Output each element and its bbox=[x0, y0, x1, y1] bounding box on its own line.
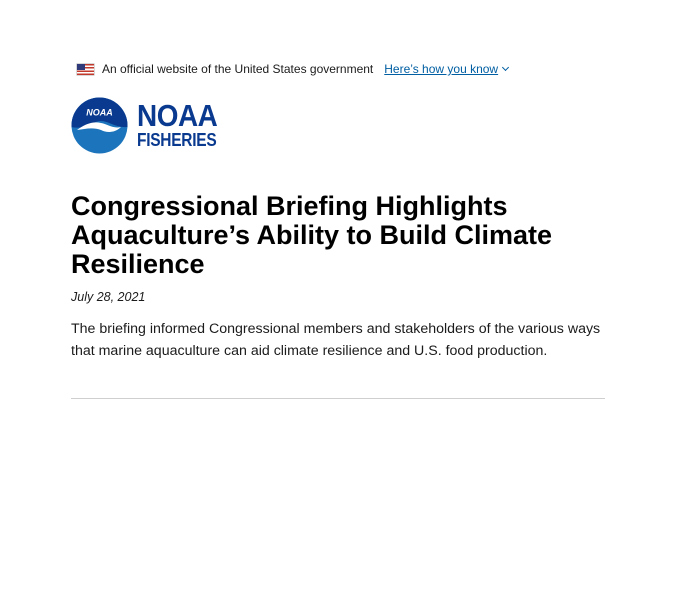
logo-noaa-text: NOAA bbox=[137, 98, 218, 133]
heres-how-you-know-label: Here’s how you know bbox=[384, 62, 499, 76]
article-date: July 28, 2021 bbox=[71, 290, 146, 304]
section-divider bbox=[71, 398, 605, 399]
logo-wordmark bbox=[137, 98, 229, 150]
chevron-down-icon bbox=[502, 64, 509, 71]
heres-how-you-know-link[interactable] bbox=[384, 62, 508, 76]
emblem-text: NOAA bbox=[86, 107, 113, 118]
noaa-emblem-icon bbox=[71, 97, 128, 154]
logo-fisheries-text: FISHERIES bbox=[137, 130, 217, 150]
us-flag-icon bbox=[77, 64, 94, 75]
noaa-fisheries-logo-link[interactable] bbox=[71, 97, 229, 154]
official-government-banner bbox=[77, 61, 508, 77]
official-website-text: An official website of the United States government bbox=[102, 62, 374, 76]
article-title: Congressional Briefing Highlights Aquaculture’s Ability to Build Climate Resilience bbox=[71, 191, 553, 279]
article-summary: The briefing informed Congressional members and stakeholders of the various ways that marine aquaculture can aid climate resilience and U.S. food production. bbox=[71, 321, 601, 359]
